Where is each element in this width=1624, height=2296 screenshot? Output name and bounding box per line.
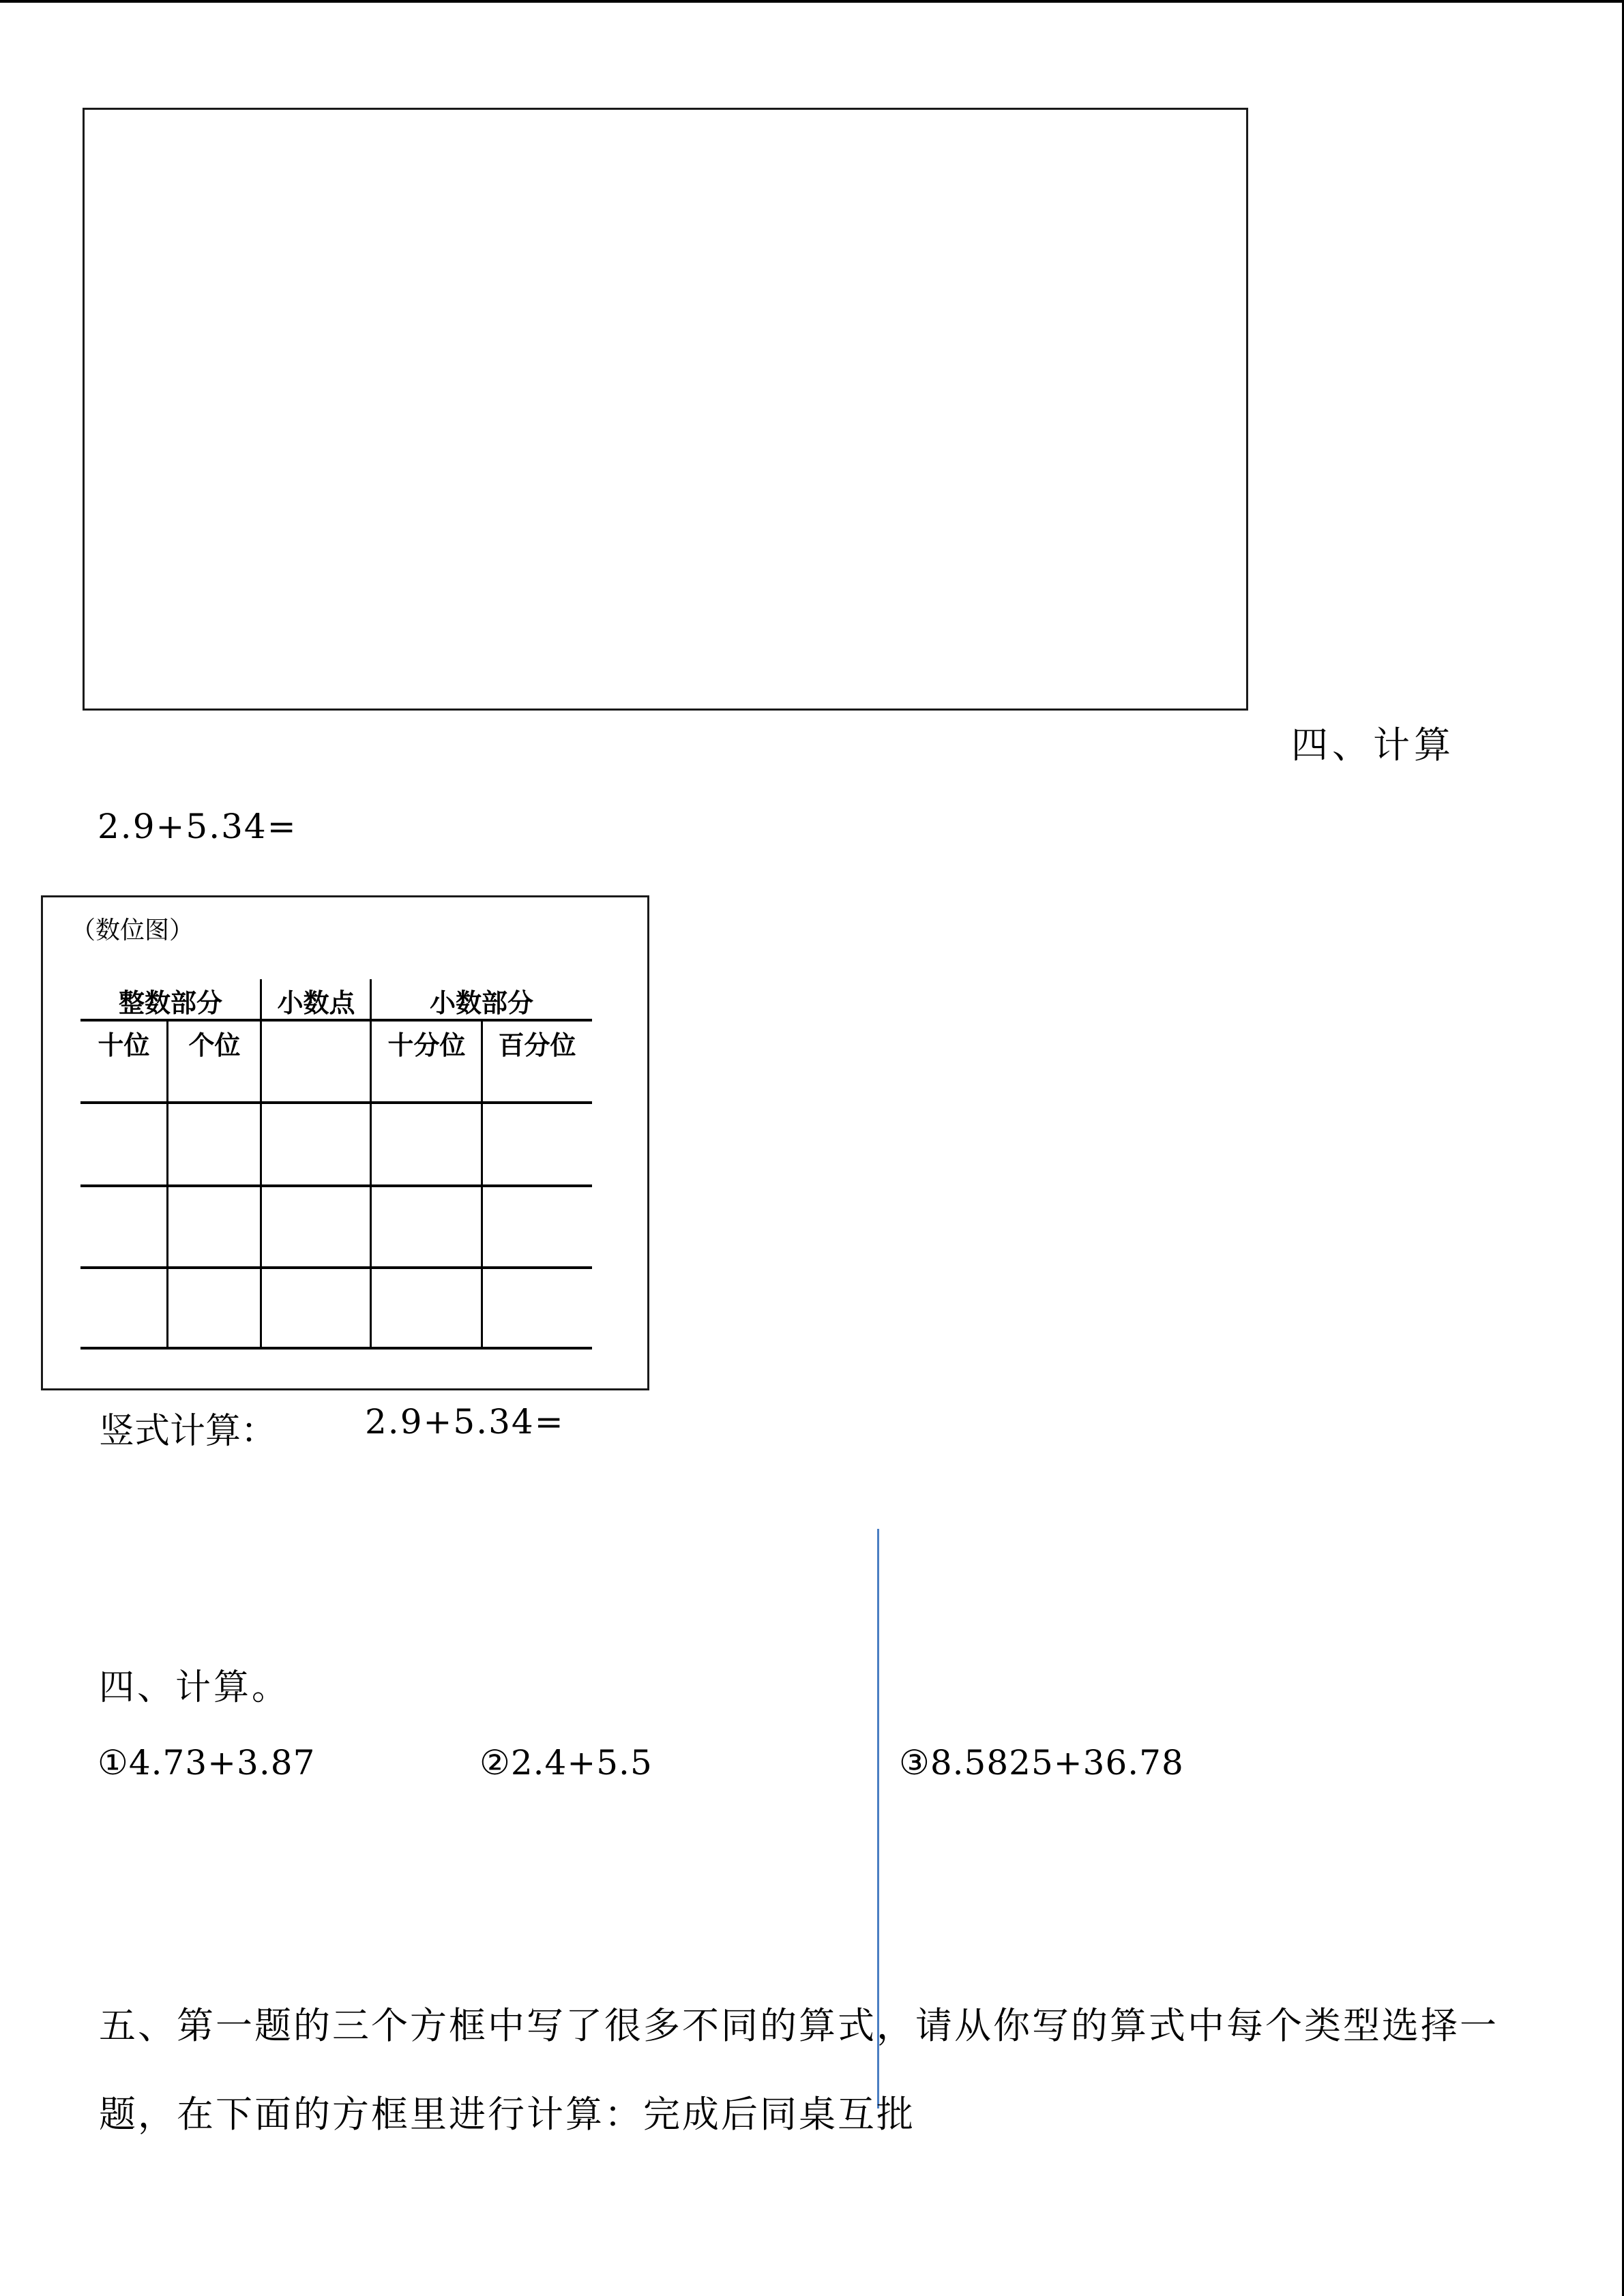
section-heading-calc: 四、计算 — [1291, 724, 1455, 766]
header-decimal-part: 小数部分 — [429, 988, 533, 1018]
col-ones: 个位 — [188, 1030, 241, 1060]
header-integer-part: 整数部分 — [118, 988, 222, 1018]
equation-text: 2.9+5.34= — [98, 807, 297, 846]
col-tens: 十位 — [98, 1030, 150, 1060]
problem-2: ②2.4+5.5 — [479, 1743, 653, 1783]
col-tenths: 十分位 — [387, 1030, 466, 1060]
place-value-caption: （数位图） — [71, 916, 194, 944]
page-top-border — [0, 0, 1624, 3]
problem-1: ①4.73+3.87 — [98, 1743, 316, 1783]
vertical-calc-equation: 2.9+5.34= — [365, 1402, 565, 1442]
blank-answer-box[interactable] — [83, 108, 1248, 711]
vertical-calc-label: 竖式计算： — [99, 1411, 277, 1452]
col-hundredths: 百分位 — [498, 1030, 576, 1060]
section-heading-calc-2: 四、计算。 — [99, 1667, 291, 1708]
place-value-chart-box — [41, 895, 649, 1390]
problem-3: ③8.5825+36.78 — [899, 1743, 1184, 1783]
section5-line-1: 五、第一题的三个方框中写了很多不同的算式，请从你写的算式中每个类型选择一 — [99, 2004, 1498, 2047]
section5-line-2: 题，在下面的方框里进行计算：完成后同桌互批 — [99, 2093, 915, 2136]
header-decimal-point: 小数点 — [277, 988, 355, 1018]
